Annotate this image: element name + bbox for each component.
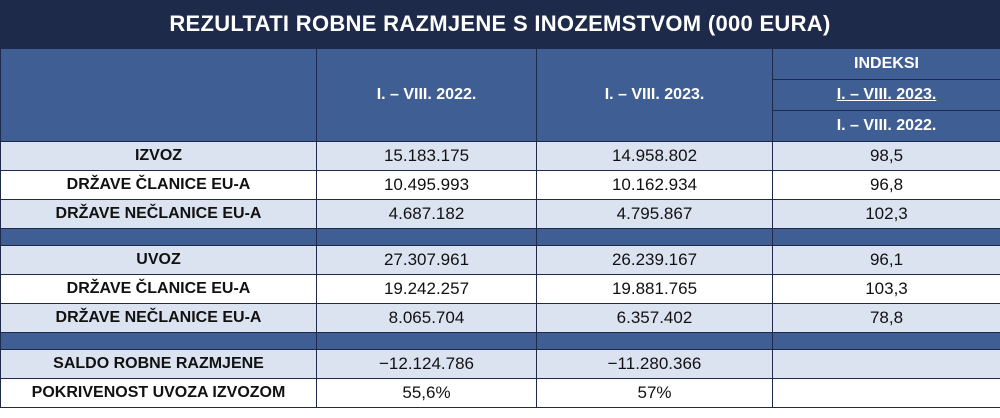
header-period-2022: I. – VIII. 2022. [317,49,537,142]
index-value: 78,8 [773,304,1000,333]
separator-cell [773,333,1000,350]
index-value [773,379,1000,408]
value-2023: 4.795.867 [537,200,773,229]
row-label: DRŽAVE ČLANICE EU-A [1,275,317,304]
separator-cell [317,229,537,246]
row-label: UVOZ [1,246,317,275]
row-label: POKRIVENOST UVOZA IZVOZOM [1,379,317,408]
row-label: DRŽAVE NEČLANICE EU-A [1,200,317,229]
row-label: IZVOZ [1,142,317,171]
header-period-2023: I. – VIII. 2023. [537,49,773,142]
value-2023: 10.162.934 [537,171,773,200]
index-value: 96,1 [773,246,1000,275]
trade-results-table [0,48,1000,408]
value-2022: −12.124.786 [317,350,537,379]
separator-cell [317,333,537,350]
row-label: DRŽAVE NEČLANICE EU-A [1,304,317,333]
separator-cell [773,229,1000,246]
value-2023: −11.280.366 [537,350,773,379]
index-value: 102,3 [773,200,1000,229]
value-2023: 19.881.765 [537,275,773,304]
index-value: 98,5 [773,142,1000,171]
table-row-export-non-eu [1,200,1000,229]
value-2022: 4.687.182 [317,200,537,229]
value-2022: 27.307.961 [317,246,537,275]
separator-cell [537,229,773,246]
table-row-import-eu [1,275,1000,304]
value-2022: 10.495.993 [317,171,537,200]
value-2023: 14.958.802 [537,142,773,171]
table-row-import [1,246,1000,275]
table-row-export [1,142,1000,171]
table-row-trade-balance [1,350,1000,379]
table-row-import-coverage [1,379,1000,408]
value-2022: 19.242.257 [317,275,537,304]
separator-cell [1,333,317,350]
row-label: SALDO ROBNE RAZMJENE [1,350,317,379]
table-row-export-eu [1,171,1000,200]
separator-row [1,229,1000,246]
table-row-import-non-eu [1,304,1000,333]
header-empty-cell [1,49,317,142]
value-2023: 6.357.402 [537,304,773,333]
row-label: DRŽAVE ČLANICE EU-A [1,171,317,200]
index-value: 103,3 [773,275,1000,304]
value-2023: 57% [537,379,773,408]
header-indices-label: INDEKSI [773,49,1000,80]
separator-row [1,333,1000,350]
header-indices-denominator: I. – VIII. 2022. [773,111,1000,142]
table-title: REZULTATI ROBNE RAZMJENE S INOZEMSTVOM (000 EURA) [0,0,1000,48]
index-value: 96,8 [773,171,1000,200]
index-value [773,350,1000,379]
header-indices-numerator: I. – VIII. 2023. [773,80,1000,111]
value-2022: 15.183.175 [317,142,537,171]
value-2023: 26.239.167 [537,246,773,275]
value-2022: 8.065.704 [317,304,537,333]
separator-cell [1,229,317,246]
value-2022: 55,6% [317,379,537,408]
separator-cell [537,333,773,350]
